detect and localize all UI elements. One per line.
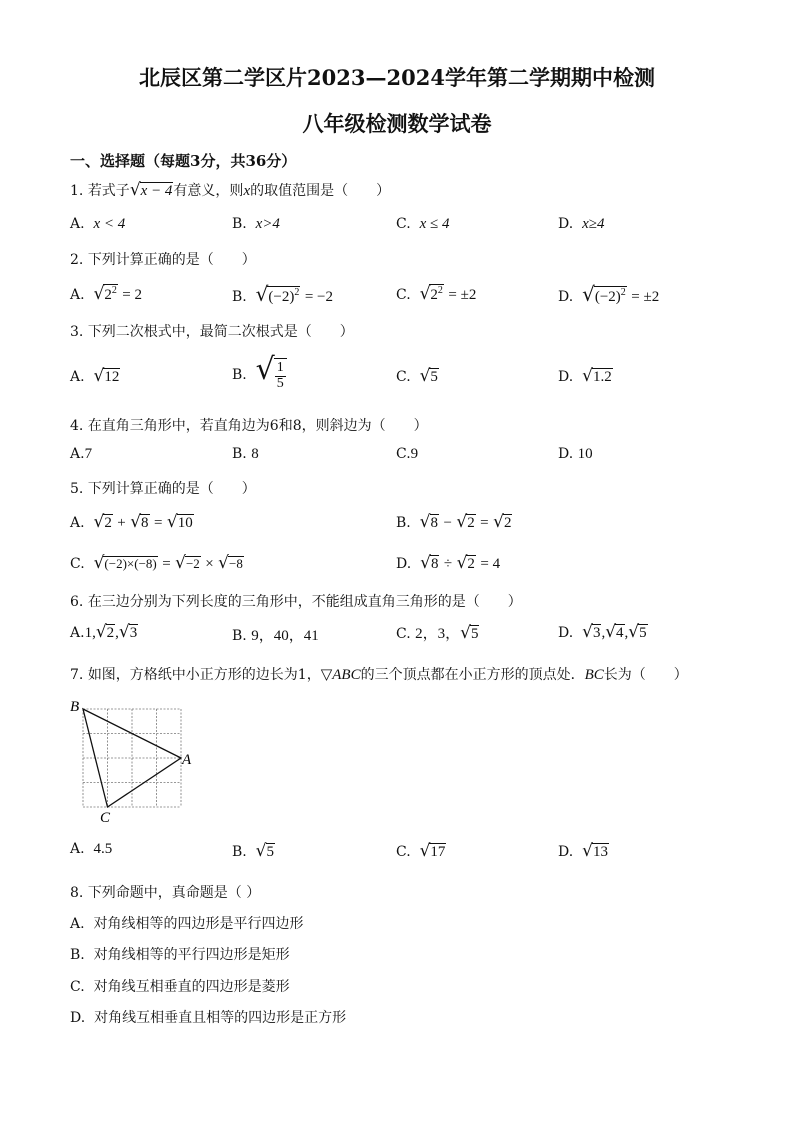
question-7: 7. 如图，方格纸中小正方形的边长为1，▽ABC的三个顶点都在小正方形的顶点处．BC长为（ ） [70,667,688,683]
vertex-label-c: C [100,810,111,826]
q3-option-a: A. √12 [70,366,120,386]
q6-option-a: A.1,√2,√3 [70,622,138,642]
q7-option-d: D. √13 [558,841,608,861]
radical-expression: √x − 4 [129,180,173,200]
q4-option-d: D. 10 [558,446,593,462]
exam-title: 北辰区第二学区片2023—2024学年第二学期期中检测 [139,65,655,90]
q4-option-c: C.9 [396,446,419,462]
q3-option-d: D. √1.2 [558,366,612,386]
q3-option-b: B. √ $\frac{1}{5}$ [232,352,287,392]
q2-option-a: A. $√2^2 = 2$ [70,284,142,304]
q6-option-b: B. 9，40，41 [232,628,319,644]
q1-option-c: C. x ≤ 4 [396,216,450,232]
q4-option-b: B. 8 [232,446,259,462]
question-text: 若式子 [87,183,130,199]
vertex-label-a: A [182,752,192,768]
section-heading: 一、选择题（每题3分，共36分） [70,152,297,170]
question-5: 5. 下列计算正确的是（ ） [70,481,256,497]
q4-option-a: A.7 [70,446,93,462]
q1-option-b: B. x>4 [232,216,280,232]
question-4: 4. 在直角三角形中，若直角边为6和8，则斜边为（ ） [70,418,428,434]
q8-option-b: B. 对角线相等的平行四边形是矩形 [70,947,290,963]
q5-option-c: C. √(−2)×(−8) = √−2 × √−8 [70,553,243,573]
vertex-label-b: B [70,699,80,715]
question-text: 有意义，则 [173,183,244,199]
variable: x [243,183,251,199]
q6-option-d: D. √3,√4,√5 [558,622,647,642]
question-number: 1. [70,183,84,199]
exam-subtitle: 八年级检测数学试卷 [302,111,492,136]
q7-option-b: B. √5 [232,841,274,861]
question-text: 的取值范围是（ ） [250,183,391,199]
question-1 [70,180,390,200]
question-8: 8. 下列命题中，真命题是（ ） [70,885,261,901]
q2-option-b: B. $√(-2)^2 = -2$ [232,282,333,306]
q7-option-a: A. 4.5 [70,841,113,857]
question-3: 3. 下列二次根式中，最简二次根式是（ ） [70,324,354,340]
question-6: 6. 在三边分别为下列长度的三角形中，不能组成直角三角形的是（ ） [70,594,522,610]
q5-option-b: B. √8 − √2 = √2 [396,512,512,532]
q2-option-d: D. $√(-2)^2 = \pm 2$ [558,282,660,306]
triangle-grid-figure [66,696,206,828]
q5-option-a: A. √2 + √8 = √10 [70,512,193,532]
q3-option-c: C. √5 [396,366,438,386]
q7-option-c: C. √17 [396,841,446,861]
q1-option-d: D. x≥4 [558,216,605,232]
q2-option-c: C. $√2^2 = \pm 2$ [396,284,477,304]
question-2: 2. 下列计算正确的是（ ） [70,252,256,268]
q5-option-d: D. √8 ÷ √2 = 4 [396,553,501,573]
q1-option-a: A. x < 4 [70,216,126,232]
grid [83,709,181,807]
q8-option-d: D. 对角线互相垂直且相等的四边形是正方形 [70,1010,347,1026]
q8-option-a: A. 对角线相等的四边形是平行四边形 [70,916,304,932]
q8-option-c: C. 对角线互相垂直的四边形是菱形 [70,979,290,995]
q6-option-c: C. 2，3，√5 [396,623,479,643]
